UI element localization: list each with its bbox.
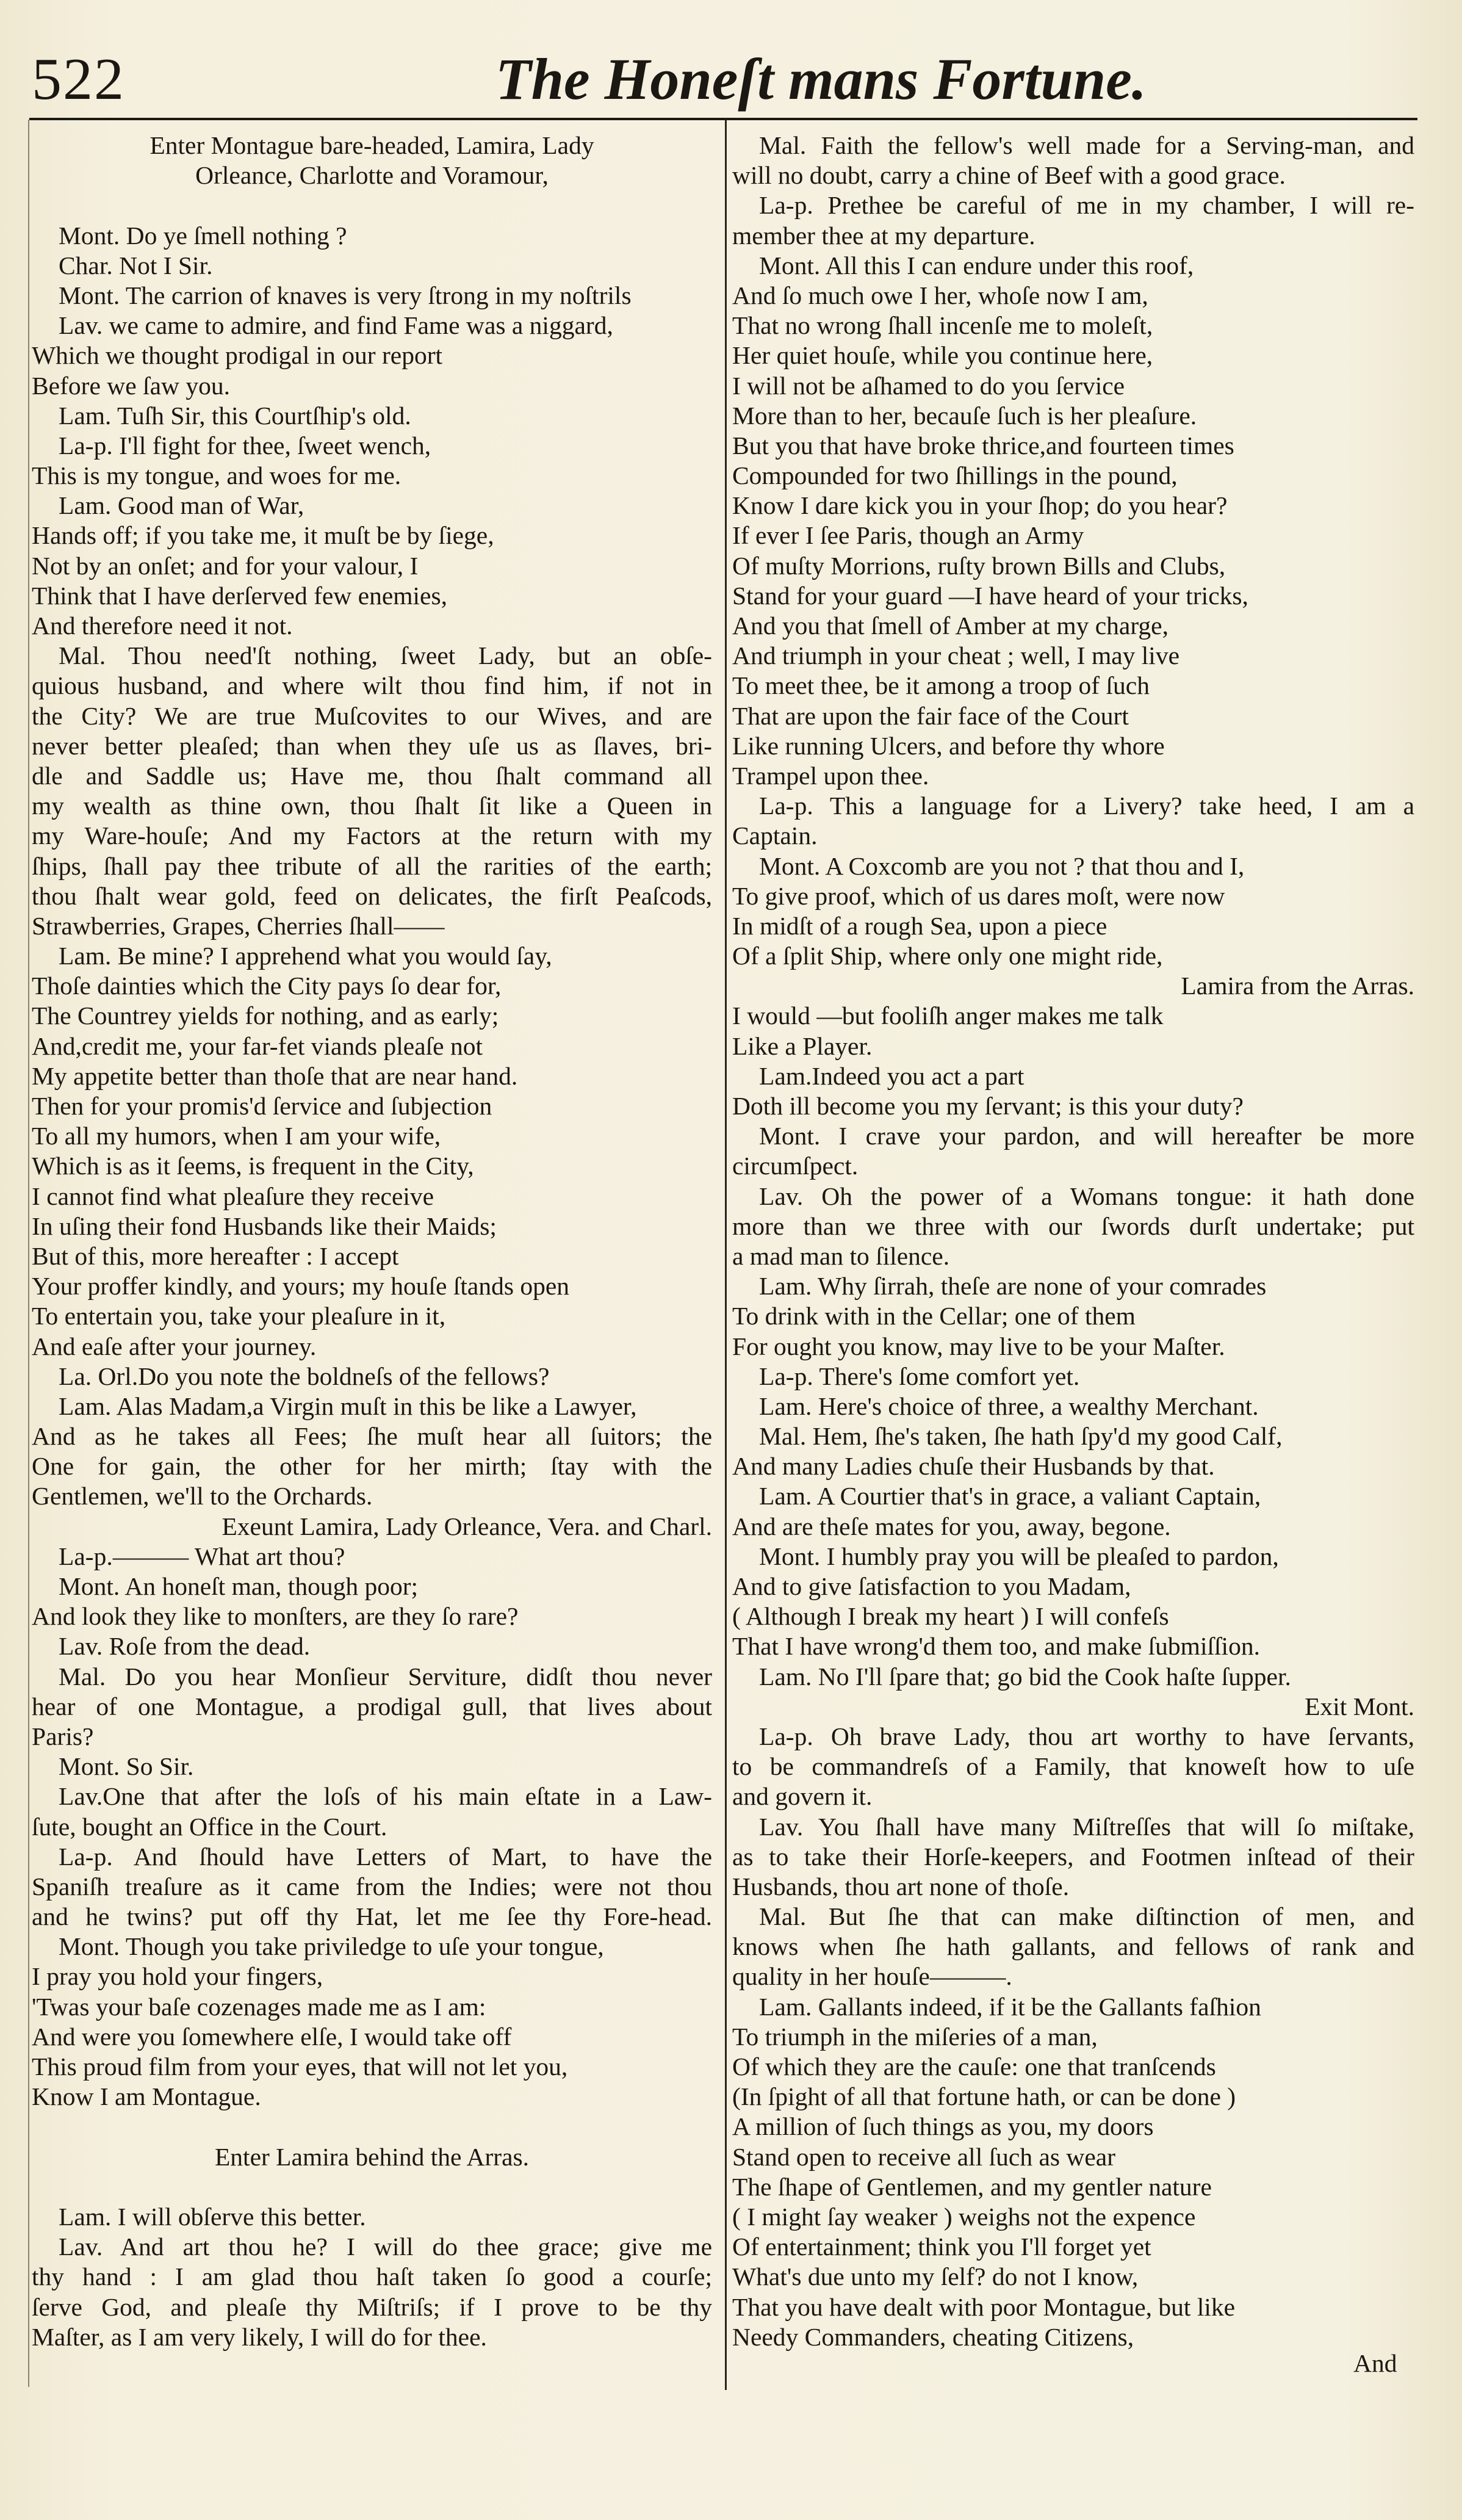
text-line: Mal. Faith the fellow's well made for a Serving-man, and — [759, 131, 1414, 159]
text-line: a mad man to ſilence. — [732, 1241, 950, 1270]
text-line: La-p. And ſhould have Letters of Mart, to have the — [59, 1842, 712, 1871]
text-line: Then for your promis'd ſervice and ſubjection — [32, 1092, 492, 1120]
text-line: I cannot find what pleaſure they receive — [32, 1182, 434, 1210]
text-line: Spaniſh treaſure as it came from the Indies; were not thou — [32, 1872, 712, 1901]
text-line: Thoſe dainties which the City pays ſo dear for, — [32, 972, 502, 1000]
text-line: La-p. I'll fight for thee, ſweet wench, — [59, 431, 431, 460]
text-line: And as he takes all Fees; ſhe muſt hear all ſuitors; the — [32, 1422, 712, 1451]
text-line: I pray you hold your fingers, — [32, 1962, 323, 1991]
text-line: I will not be aſhamed to do you ſervice — [732, 371, 1125, 400]
text-line: Strawberries, Grapes, Cherries ſhall—— — [32, 911, 445, 940]
text-line: Lam. Alas Madam,a Virgin muſt in this be like a Lawyer, — [59, 1392, 637, 1420]
text-line: And look they like to monſters, are they ſo rare? — [32, 1602, 519, 1631]
text-line: Lamira from the Arras. — [1181, 972, 1414, 1000]
text-line: thou ſhalt wear gold, feed on delicates, the firſt Peaſcods, — [32, 881, 712, 910]
text-line: Which is as it ſeems, is frequent in the City, — [32, 1152, 474, 1180]
text-line: the City? We are true Muſcovites to our Wives, and are — [32, 701, 712, 730]
text-line: That I have wrong'd them too, and make ſubmiſſion. — [732, 1632, 1260, 1661]
text-line: Mont. The carrion of knaves is very ſtrong in my noſtrils — [59, 281, 632, 309]
text-line: Lam. A Courtier that's in grace, a valiant Captain, — [759, 1482, 1261, 1511]
text-line: Know I am Montague. — [32, 2082, 261, 2111]
text-line: quality in her houſe———. — [732, 1962, 1012, 1991]
text-line: my wealth as thine own, thou ſhalt ſit like a Queen in — [32, 792, 712, 820]
text-line — [32, 190, 712, 220]
right-text-column — [732, 131, 1414, 2352]
text-line: ( Although I break my heart ) I will confeſs — [732, 1602, 1169, 1631]
text-line: And triumph in your cheat ; well, I may live — [732, 641, 1179, 670]
text-line: member thee at my departure. — [732, 221, 1035, 250]
text-line: Lam. I will obſerve this better. — [59, 2202, 366, 2231]
text-line: Char. Not I Sir. — [59, 251, 213, 280]
text-line: In uſing their fond Husbands like their Maids; — [32, 1211, 497, 1240]
text-line: Mont. An honeſt man, though poor; — [59, 1572, 419, 1600]
text-line: Mont. I crave your pardon, and will hereafter be more — [759, 1122, 1414, 1150]
text-line: Gentlemen, we'll to the Orchards. — [32, 1482, 373, 1511]
text-line: And are theſe mates for you, away, begone. — [732, 1512, 1171, 1540]
text-line: To triumph in the miſeries of a man, — [732, 2022, 1098, 2051]
text-line: Mont. Though you take priviledge to uſe your tongue, — [59, 1932, 604, 1961]
text-line: La. Orl.Do you note the boldneſs of the fellows? — [59, 1362, 550, 1390]
text-line: ( I might ſay weaker ) weighs not the expence — [732, 2202, 1196, 2231]
text-line: That are upon the fair face of the Court — [732, 701, 1129, 730]
text-line: My appetite better than thoſe that are near hand. — [32, 1061, 518, 1090]
text-line: Compounded for two ſhillings in the pound, — [732, 461, 1178, 490]
text-line: Like running Ulcers, and before thy whore — [732, 731, 1165, 760]
text-line: To all my humors, when I am your wife, — [32, 1122, 441, 1150]
page-header — [32, 43, 1417, 116]
text-line: Your proffer kindly, and yours; my houſe ſtands open — [32, 1272, 570, 1301]
text-line: Which we thought prodigal in our report — [32, 341, 443, 370]
text-line: Mont. I humbly pray you will be pleaſed to pardon, — [759, 1542, 1279, 1570]
text-line: Mont. All this I can endure under this roof, — [759, 251, 1194, 280]
text-line — [32, 2112, 712, 2142]
text-line: A million of ſuch things as you, my doors — [732, 2112, 1154, 2141]
text-line: 'Twas your baſe cozenages made me as I am: — [32, 1992, 486, 2021]
column-divider — [725, 120, 727, 2390]
text-line: and he twins? put off thy Hat, let me ſee thy Fore-head. — [32, 1902, 712, 1931]
text-line: That you have dealt with poor Montague, but like — [732, 2292, 1236, 2321]
text-line: Orleance, Charlotte and Voramour, — [195, 161, 549, 190]
left-margin-rule — [28, 120, 29, 2387]
text-line: And ſo much owe I her, whoſe now I am, — [732, 281, 1148, 309]
text-line: To give proof, which of us dares moſt, were now — [732, 881, 1225, 910]
text-line: Lam. Gallants indeed, if it be the Gallants faſhion — [759, 1992, 1261, 2021]
text-line: Lam. Be mine? I apprehend what you would ſay, — [59, 942, 552, 970]
text-line: Of a ſplit Ship, where only one might ride, — [732, 942, 1163, 970]
text-line: Mont. So Sir. — [59, 1752, 194, 1781]
text-line: will no doubt, carry a chine of Beef with a good grace. — [732, 161, 1286, 190]
text-line: To entertain you, take your pleaſure in it, — [32, 1302, 446, 1330]
text-line: Mont. Do ye ſmell nothing ? — [59, 221, 347, 250]
text-line: Maſter, as I am very likely, I will do for thee. — [32, 2322, 487, 2351]
text-line: But you that have broke thrice,and fourteen times — [732, 431, 1234, 460]
text-line: La-p.——— What art thou? — [59, 1542, 345, 1570]
text-line: Think that I have derſerved few enemies, — [32, 581, 448, 610]
text-line: Know I dare kick you in your ſhop; do you hear? — [732, 491, 1228, 520]
text-line: La-p. Prethee be careful of me in my chamber, I will re- — [759, 191, 1414, 220]
text-line: Doth ill become you my ſervant; is this your duty? — [732, 1092, 1244, 1120]
text-line: my Ware-houſe; And my Factors at the return with my — [32, 821, 712, 850]
page-number: 522 — [32, 46, 125, 112]
text-line: This is my tongue, and woes for me. — [32, 461, 402, 490]
text-line: Exit Mont. — [1305, 1692, 1414, 1720]
running-title: The Honeſt mans Fortune. — [495, 46, 1147, 112]
text-line: Hands off; if you take me, it muſt be by ſiege, — [32, 521, 494, 550]
text-line: Of entertainment; think you I'll forget yet — [732, 2233, 1151, 2261]
text-line: For ought you know, may live to be your Maſter. — [732, 1332, 1225, 1360]
text-line: What's due unto my ſelf? do not I know, — [732, 2262, 1139, 2291]
text-line: Stand for your guard —I have heard of your tricks, — [732, 581, 1248, 610]
text-line: (In ſpight of all that fortune hath, or can be done ) — [732, 2082, 1236, 2111]
text-line: Exeunt Lamira, Lady Orleance, Vera. and Charl. — [221, 1512, 712, 1540]
text-line: To meet thee, be it among a troop of ſuch — [732, 671, 1150, 700]
text-line: That no wrong ſhall incenſe me to moleſt, — [732, 311, 1153, 340]
text-line: In midſt of a rough Sea, upon a piece — [732, 911, 1107, 940]
text-line: Of muſty Morrions, ruſty brown Bills and Clubs, — [732, 551, 1226, 580]
text-line: Mal. Hem, ſhe's taken, ſhe hath ſpy'd my good Calf, — [759, 1422, 1283, 1451]
text-line: Lav. Oh the power of a Womans tongue: it hath done — [759, 1182, 1414, 1210]
text-line: And,credit me, your far-fet viands pleaſe not — [32, 1031, 483, 1060]
text-line: Lav. You ſhall have many Miſtreſſes that will ſo miſtake, — [759, 1812, 1414, 1841]
text-line: And eaſe after your journey. — [32, 1332, 317, 1360]
text-line: Her quiet houſe, while you continue here, — [732, 341, 1153, 370]
text-line: Lav.One that after the loſs of his main eſtate in a Law- — [59, 1782, 712, 1811]
text-line: Mal. Do you hear Monſieur Serviture, didſt thou never — [59, 1662, 712, 1691]
text-line: Lam. Here's choice of three, a wealthy Merchant. — [759, 1392, 1259, 1420]
text-line: thy hand : I am glad thou haſt taken ſo good a courſe; — [32, 2262, 712, 2291]
text-line: Lav. Roſe from the dead. — [59, 1632, 311, 1661]
text-line: Lam. Tuſh Sir, this Courtſhip's old. — [59, 401, 411, 430]
text-line: Needy Commanders, cheating Citizens, — [732, 2322, 1134, 2351]
text-line: But of this, more hereafter : I accept — [32, 1241, 399, 1270]
text-line: The ſhape of Gentlemen, and my gentler nature — [732, 2172, 1212, 2201]
text-line: circumſpect. — [732, 1152, 859, 1180]
text-line: This proud film from your eyes, that will not let you, — [32, 2052, 568, 2081]
text-line: to be commandreſs of a Family, that knoweſt how to uſe — [732, 1752, 1414, 1781]
text-line: To drink with in the Cellar; one of them — [732, 1302, 1136, 1330]
text-line: Mont. A Coxcomb are you not ? that thou and I, — [759, 851, 1245, 880]
text-line: Lav. And art thou he? I will do thee grace; give me — [59, 2233, 712, 2261]
text-line: hear of one Montague, a prodigal gull, that lives about — [32, 1692, 712, 1720]
text-line: La-p. There's ſome comfort yet. — [759, 1362, 1080, 1390]
text-line: quious husband, and where wilt thou find him, if not in — [32, 671, 712, 700]
text-line: And many Ladies chuſe their Husbands by that. — [732, 1452, 1215, 1481]
text-line: And therefore need it not. — [32, 612, 293, 640]
text-line: Lam. Good man of War, — [59, 491, 304, 520]
text-line — [32, 2172, 712, 2202]
text-line: Enter Montague bare-headed, Lamira, Lady — [149, 131, 594, 159]
text-line: knows when ſhe hath gallants, and fellows of rank and — [732, 1932, 1414, 1961]
text-line: ſhips, ſhall pay thee tribute of all the rarities of the earth; — [32, 851, 712, 880]
text-line: Captain. — [732, 821, 818, 850]
text-line: Trampel upon thee. — [732, 761, 929, 790]
text-line: Before we ſaw you. — [32, 371, 230, 400]
text-line: Lav. we came to admire, and find Fame was a niggard, — [59, 311, 613, 340]
text-line: and govern it. — [732, 1782, 873, 1811]
text-line: Mal. Thou need'ſt nothing, ſweet Lady, but an obſe- — [59, 641, 712, 670]
text-line: More than to her, becauſe ſuch is her pleaſure. — [732, 401, 1197, 430]
text-line: dle and Saddle us; Have me, thou ſhalt command all — [32, 761, 712, 790]
text-line: ſerve God, and pleaſe thy Miſtriſs; if I prove to be thy — [32, 2292, 712, 2321]
text-line: Mal. But ſhe that can make diſtinction of men, and — [759, 1902, 1414, 1931]
header-rule — [29, 118, 1417, 120]
text-line: I would —but fooliſh anger makes me talk — [732, 1002, 1164, 1030]
text-line: Like a Player. — [732, 1031, 873, 1060]
text-line: If ever I ſee Paris, though an Army — [732, 521, 1084, 550]
text-line: La-p. Oh brave Lady, thou art worthy to have ſervants, — [759, 1722, 1414, 1750]
text-line: The Countrey yields for nothing, and as early; — [32, 1002, 499, 1030]
text-line: Lam. Why ſirrah, theſe are none of your comrades — [759, 1272, 1267, 1301]
text-line: Stand open to receive all ſuch as wear — [732, 2142, 1116, 2171]
catchword: And — [1353, 2349, 1397, 2377]
text-line: Of which they are the cauſe: one that tranſcends — [732, 2052, 1216, 2081]
text-line: And to give ſatisfaction to you Madam, — [732, 1572, 1131, 1600]
left-text-column — [32, 131, 712, 2352]
text-line: Enter Lamira behind the Arras. — [214, 2142, 530, 2171]
text-line: La-p. This a language for a Livery? take heed, I am a — [759, 792, 1414, 820]
text-line: as to take their Horſe-keepers, and Footmen inſtead of their — [732, 1842, 1414, 1871]
text-line: more than we three with our ſwords durſt undertake; put — [732, 1211, 1414, 1240]
text-line: Paris? — [32, 1722, 94, 1750]
text-line: Husbands, thou art none of thoſe. — [732, 1872, 1070, 1901]
text-line: never better pleaſed; than when they uſe us as ſlaves, bri- — [32, 731, 712, 760]
text-line: ſute, bought an Office in the Court. — [32, 1812, 387, 1841]
text-line: Lam.Indeed you act a part — [759, 1061, 1024, 1090]
text-line: Not by an onſet; and for your valour, I — [32, 551, 419, 580]
text-line: Lam. No I'll ſpare that; go bid the Cook haſte ſupper. — [759, 1662, 1291, 1691]
text-line: And were you ſomewhere elſe, I would take off — [32, 2022, 512, 2051]
text-line: One for gain, the other for her mirth; ſtay with the — [32, 1452, 712, 1481]
text-line: And you that ſmell of Amber at my charge, — [732, 612, 1169, 640]
